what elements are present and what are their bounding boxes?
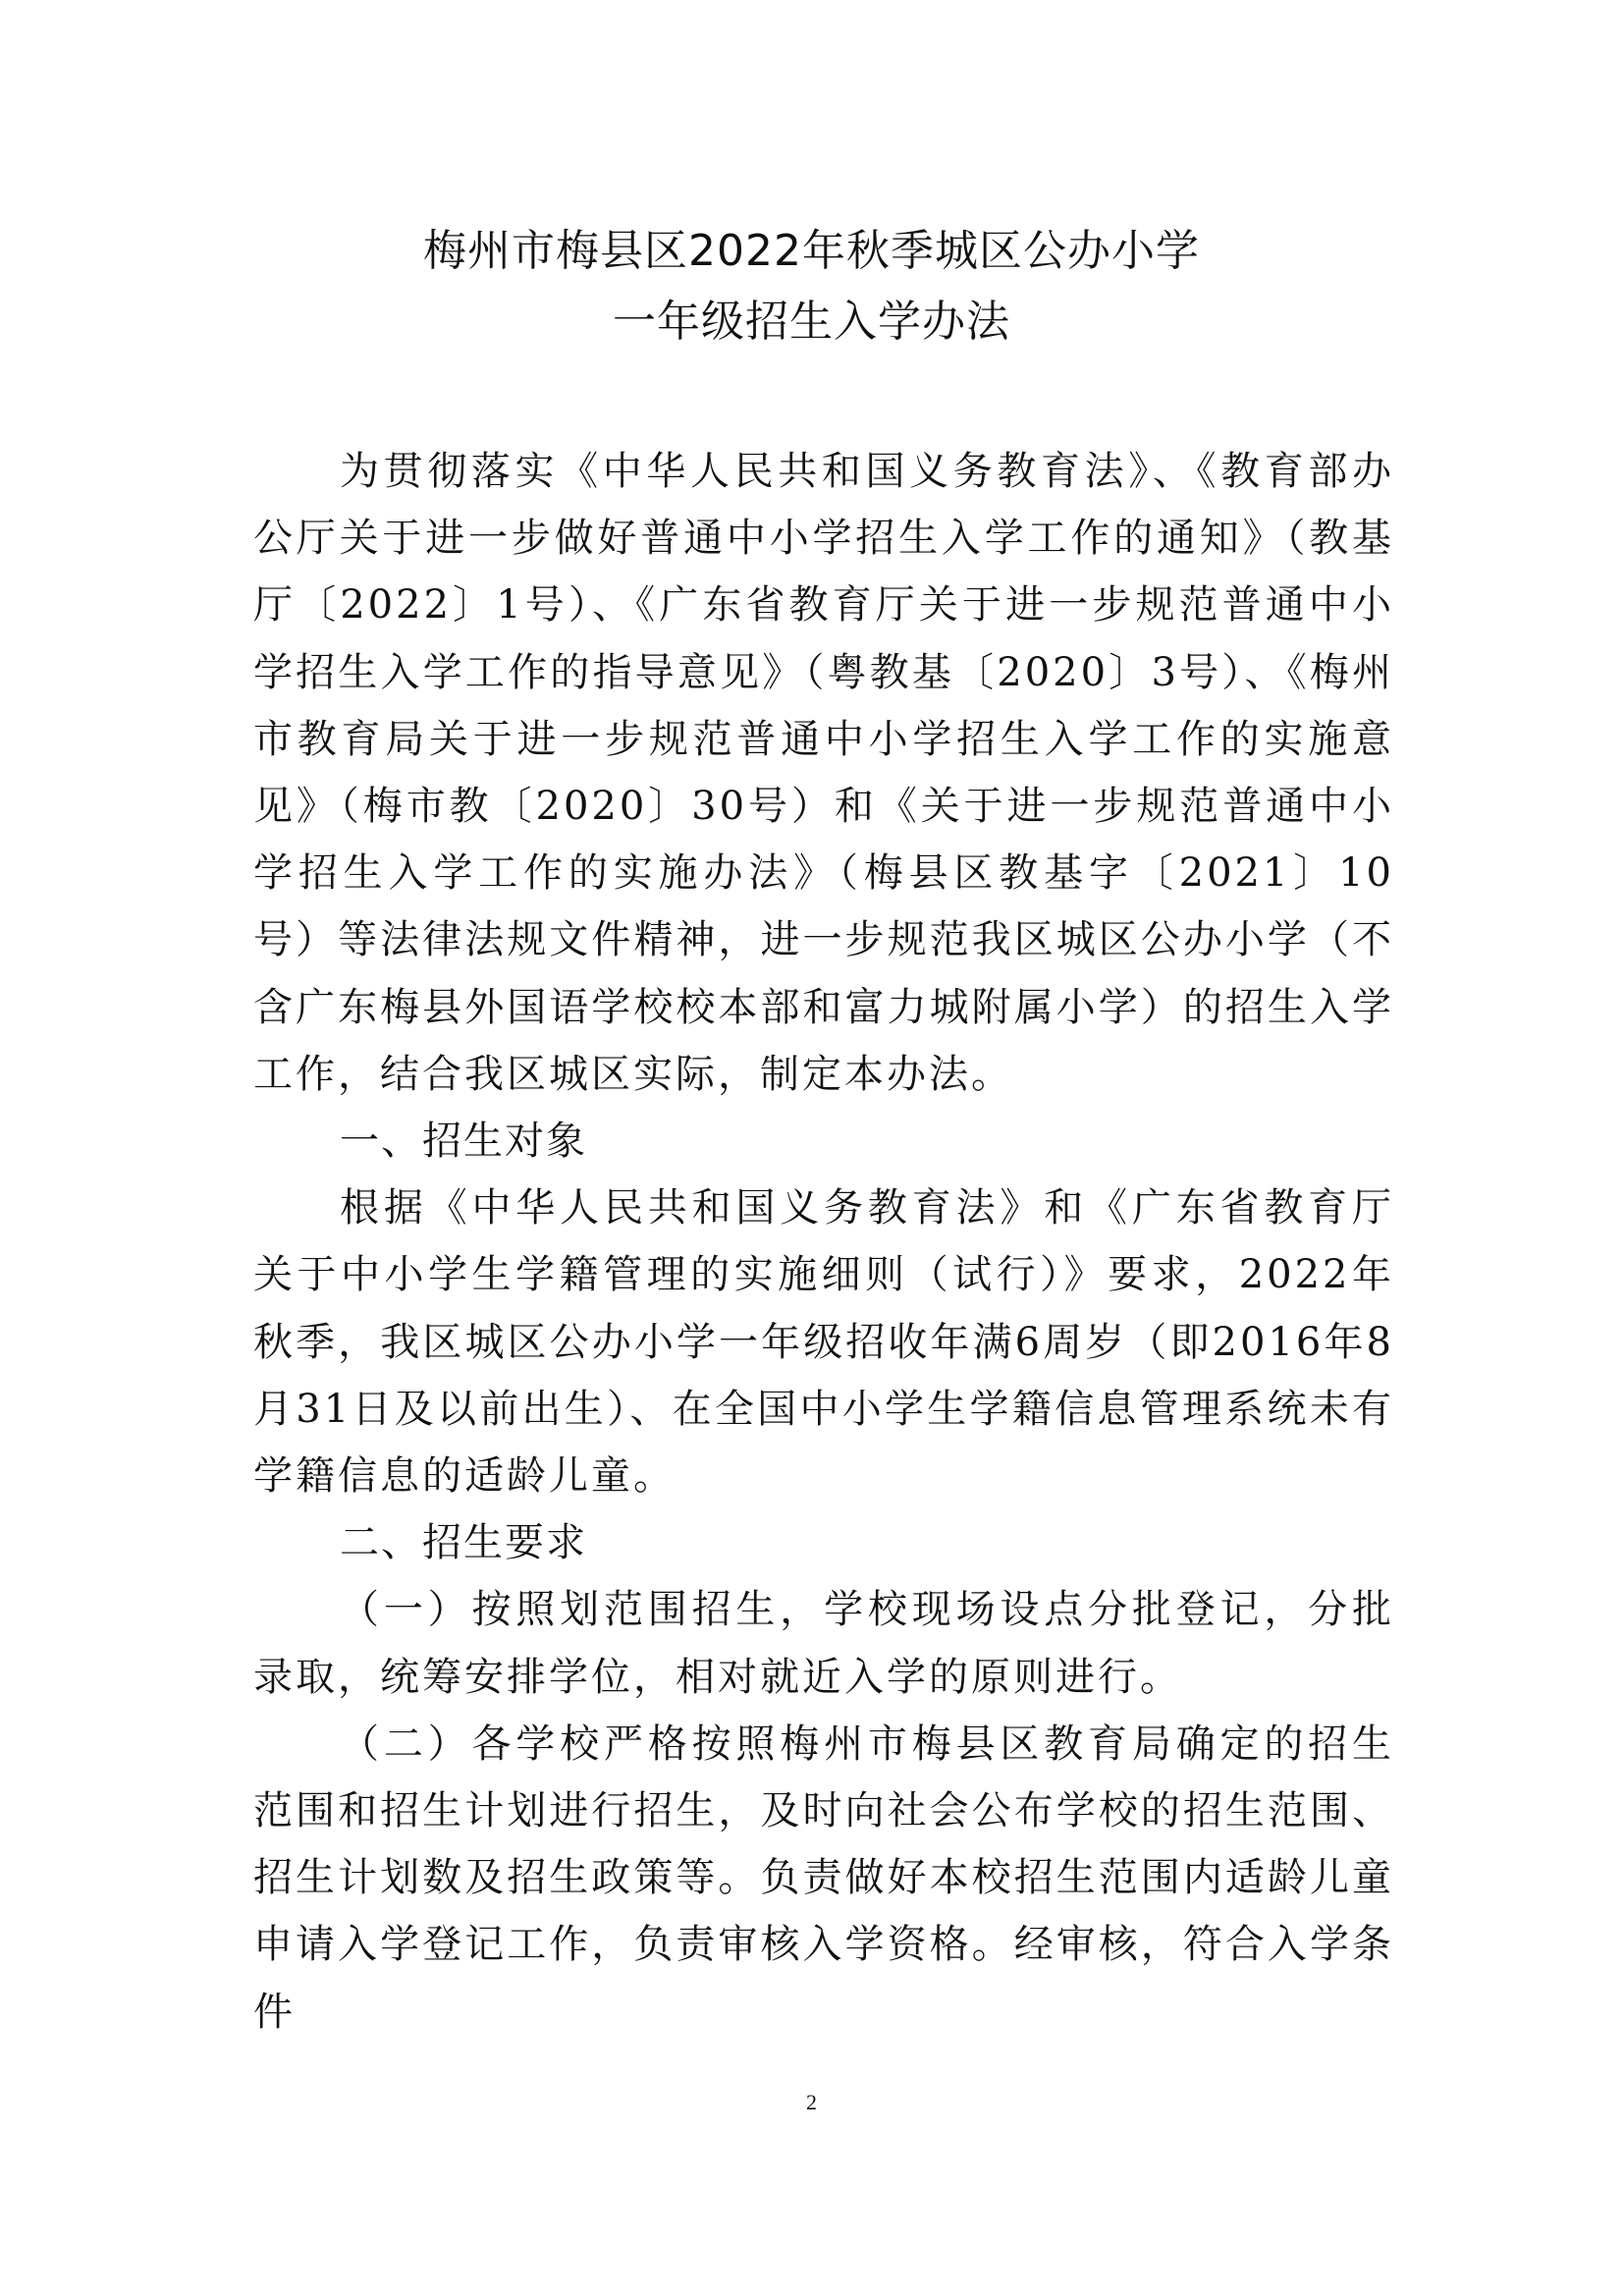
document-body	[253, 438, 1394, 2046]
section2-item1: （一）按照划范围招生，学校现场设点分批登记，分批录取，统筹安排学位，相对就近入学的原则进行。	[253, 1587, 1394, 1700]
document-title-line1: 梅州市梅县区2022年秋季城区公办小学	[423, 226, 1200, 276]
document-title-line2: 一年级招生入学办法	[613, 297, 1010, 347]
section2-heading: 二、招生要求	[340, 1520, 587, 1566]
section2-item2: （二）各学校严格按照梅州市梅县区教育局确定的招生范围和招生计划进行招生，及时向社会公布学校的招生范围、招生计划数及招生政策等。负责做好本校招生范围内适龄儿童申请入学登记工作，负责审核入学资格。经审核，符合入学条件	[253, 1721, 1394, 2035]
section1-paragraph: 根据《中华人民共和国义务教育法》和《广东省教育厅关于中小学生学籍管理的实施细则（试行）》要求，2022年秋季，我区城区公办小学一年级招收年满6周岁（即2016年8月31日及以前出生）、在全国中小学生学籍信息管理系统未有学籍信息的适龄儿童。	[253, 1185, 1394, 1500]
section1-heading: 一、招生对象	[340, 1119, 587, 1165]
page-number: 2	[806, 2090, 817, 2114]
intro-paragraph: 为贯彻落实《中华人民共和国义务教育法》、《教育部办公厅关于进一步做好普通中小学招生入学工作的通知》（教基厅〔2022〕1号）、《广东省教育厅关于进一步规范普通中小学招生入学工作的指导意见》（粤教基〔2020〕3号）、《梅州市教育局关于进一步规范普通中小学招生入学工作的实施意见》（梅市教〔2020〕30号）和《关于进一步规范普通中小学招生入学工作的实施办法》（梅县区教基字〔2021〕10号）等法律法规文件精神，进一步规范我区城区公办小学（不含广东梅县外国语学校校本部和富力城附属小学）的招生入学工作，结合我区城区实际，制定本办法。	[253, 449, 1394, 1097]
